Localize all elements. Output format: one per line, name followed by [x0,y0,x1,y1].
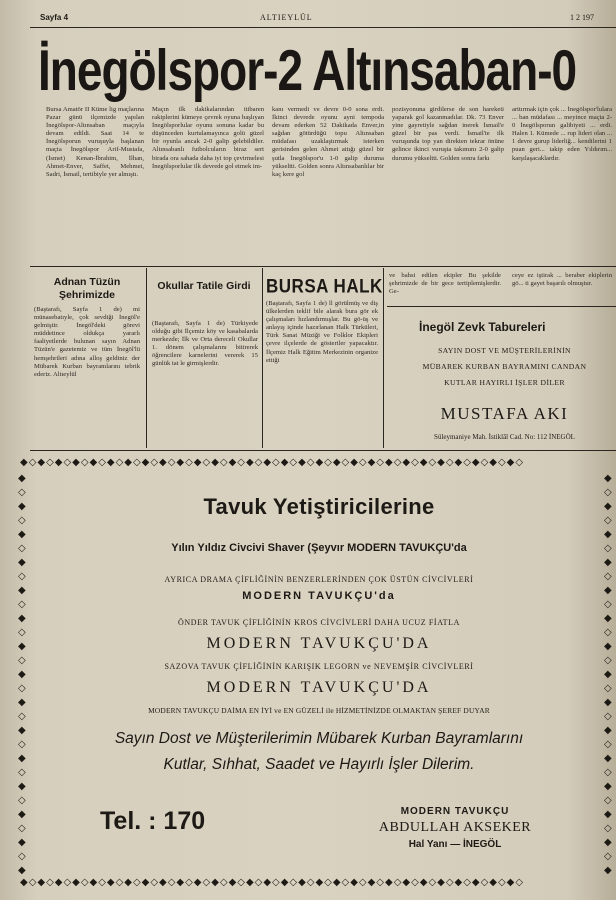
story-title-okullar: Okullar Tatile Girdi [157,280,251,292]
lead-col-1: Bursa Amatör II Küme lig maçlarına Pazar günü ilçemizde yapılan İnegölspor-Altınsaban maçıyla devam edildi. Saat 14 te İnegölsporun vuruşuyla başlanan maçta İnegölspor Arif-Mustafa, (İsmet) Kenan-İbrahim, İlhan, Ahmet-Enver, Saffet, Mehmet, Sadri, İsmail, tertibiyle yer almıştı. [46,106,144,178]
tavuk-ad-greeting: Kutlar, Sıhhat, Saadet ve Hayırlı İşler Dilerim. [163,756,475,773]
tavuk-ad-line: MODERN TAVUKÇU DAİMA EN İYİ ve EN GÜZELİ ile HİZMETİNİZDE OLMAKTAN ŞEREF DUYAR [148,706,490,715]
story-title-bursa: BURSA HALK [266,275,383,297]
story-body-bursa-1: (Baştarafı, Sayfa 1 de) ll görülmüş ve diş ülkelerden teklif bile alarak bura gör ek çalışmaları hızlandırmışlar. Bu gö-üş ve anlayış içinde hazırlanan Halk Türküleri, Türk Sanat Müziği ve Folklor Ekipleri çevre ilçelerde de gösteriler yapacaktır. İlçemiz Halk Eğitim Merkezinin organize ettiği [266,300,378,364]
tavuk-ad-line: SAZOVA TAVUK ÇİFLİĞİNİN KARIŞIK LEGORN ve NEVEMŞİR CİVCİVLERİ [164,662,474,671]
tavuk-ad-line: Yılın Yıldız Civcivi Shaver (Şeyvır MODERN TAVUKÇU'da [171,542,467,554]
tavuk-ad-line: MODERN TAVUKÇU'DA [206,679,432,696]
tavuk-ad-line: MODERN TAVUKÇU'da [242,590,396,602]
ornamental-border-left: ◆◇◆◇◆◇◆◇◆◇◆◇◆◇◆◇◆◇◆◇◆◇◆◇◆◇◆◇◆ [18,473,26,874]
lead-col-5: arttırmak için çok ... İnegölspor'lulara ... ban müdafası ... meyince maçta 2-0 İnegölsporun galibiyeti ... erdi. Halen 1. Kümede ... rup lideri olan ... 1 devre gurup liderliğ... kendilerini 1 puan geri... takip eden Yıldırım... karşılaşacaklardır. [512,106,612,162]
newspaper-name: ALTIEYLÜL [260,13,313,22]
section-rule [30,450,616,451]
zevk-rule [387,306,616,307]
tavuk-ad-greeting: Sayın Dost ve Müşterilerimin Mübarek Kurban Bayramlarını [114,730,524,747]
story-body-tuzun: (Baştarafı, Sayfa 1 de) mi münasebatıyle, çok sevdiği İnegöl'e gelmiştir. İnegöl'deki görevi müddetince oldukça yararlı faaliyetlerde bulunan sayın Adnan Tüzün'e gazetemiz ve tüm İnegöl'lü hemşehrileri adına alloş geldiniz der Mübarek Kurban bayramlarını tebrik ederiz. Altıeylül [34,306,140,378]
zevk-ad-line: MÜBAREK KURBAN BAYRAMINI CANDAN [422,362,587,371]
lead-col-2: Maçın ilk dakikalarından itibaren rakiplerini kümeye çevrek oyuna başlıyan İnegölsporlular oyunu sonuna kadar bu düşünceden kurtulamayınca golü güzel bir oyunla ancak 2-0 galip gelebildiler. Altınsabanlı futbolcuların biraz sert birada ora sahada daha iyi top çevirmelesi İnegölsporlular ilk devrede gol etmek im- [152,106,264,170]
tavuk-ad-company: MODERN TAVUKÇU [400,806,510,817]
tavuk-ad-owner: ABDULLAH AKSEKER [378,820,532,835]
tavuk-ad-line: ÖNDER TAVUK ÇİFLİĞİNİN KROS CİVCİVLERİ DAHA UCUZ FİATLA [177,618,461,627]
zevk-ad-name: MUSTAFA AKI [440,404,569,423]
column-divider [383,268,384,448]
story-body-okullar: (Baştarafı, Sayfa 1 de) Türkiyede olduğu gibi İlçemiz köy ve kasabalarda merkezde; İlk ve Orta dereceli Okullar 1. dönem çalışmalarını bitirerek öğrencilere karnelerini vererek 15 günlük tat le girmişlerdir. [152,320,258,368]
column-divider [262,268,263,448]
tavuk-ad-address: Hal Yanı — İNEGÖL [408,839,502,850]
tavuk-ad-line: MODERN TAVUKÇU'DA [206,635,432,652]
tavuk-ad-line: AYRICA DRAMA ÇİFLİĞİNİN BENZERLERİNDEN ÇOK ÜSTÜN CİVCİVLERİ [164,575,474,584]
zevk-ad-line: SAYIN DOST VE MÜŞTERİLERİNİN [438,346,571,355]
zevk-ad-address: Süleymaniye Mah. İstiklâl Cad. No: 112 İNEGÖL [434,433,575,441]
lead-col-3: kanı vermedi ve devre 0-0 sona erdi. İkinci devrede oyunu ayni tempoda devam ederken 52 Dakikada Enver,in sağdan götürdüğü topu Altınsaban müdafası uzaklaştırmak isterken gerisinden gelen Ahmet attığı güzel bir şutla İnegölspor'u 1-0 galip duruma yükseltti. Golden sonra Altınsabanlılar bir kaç kere gol [272,106,384,178]
story-body-bursa-3: ceye ez iştirak ... beraber ekiplerin gö... ti gayet başarılı olmuştur. [512,272,612,288]
zevk-ad-title: İnegöl Zevk Tabureleri [419,320,546,334]
ornamental-border-right: ◆◇◆◇◆◇◆◇◆◇◆◇◆◇◆◇◆◇◆◇◆◇◆◇◆◇◆◇◆ [604,473,612,874]
ornamental-border-top: ◆◇◆◇◆◇◆◇◆◇◆◇◆◇◆◇◆◇◆◇◆◇◆◇◆◇◆◇◆◇◆◇◆◇◆◇◆◇◆◇◆◇◆◇◆◇◆◇◆◇◆◇◆◇◆◇◆◇ [20,458,525,468]
issue-date: 1 2 197 [570,13,594,22]
lead-col-4: pozisyonuna girdilerse de son hareketi yaparak gol kazanmadılar. Dk. 73 Enver yine gayretiyle sağdan inerek İsmail'e güzel bir pas verdi. İsmail'te ilk vuruşunda top yan direkten tekrar önüne gelince ikinci vuruşta takımını 2-0 galip durumu yükseltti. Golden sonra farkı [392,106,504,162]
tavuk-ad [30,472,608,867]
column-divider [146,268,147,448]
story-title-tuzun: Adnan Tüzün Şehrimizde [53,276,121,301]
ornamental-border-bottom: ◆◇◆◇◆◇◆◇◆◇◆◇◆◇◆◇◆◇◆◇◆◇◆◇◆◇◆◇◆◇◆◇◆◇◆◇◆◇◆◇◆◇◆◇◆◇◆◇◆◇◆◇◆◇◆◇◆◇ [20,878,525,888]
story-body-bursa-2: ve bahsi edilen ekipler Bu şekilde şehrimizde de bir gece tertiplemişlerdir. Ge- [389,272,501,296]
section-rule [30,266,616,267]
header-rule [30,27,616,28]
tavuk-ad-phone: Tel. : 170 [100,807,206,835]
headline: İnegölspor-2 Altınsaban-0 [38,37,577,103]
page-number: Sayfa 4 [40,13,69,22]
zevk-ad-line: KUTLAR HAYIRLI İŞLER DİLER [444,378,565,387]
zevk-tabureleri-ad [393,308,616,446]
tavuk-ad-title: Tavuk Yetiştiricilerine [203,494,435,519]
